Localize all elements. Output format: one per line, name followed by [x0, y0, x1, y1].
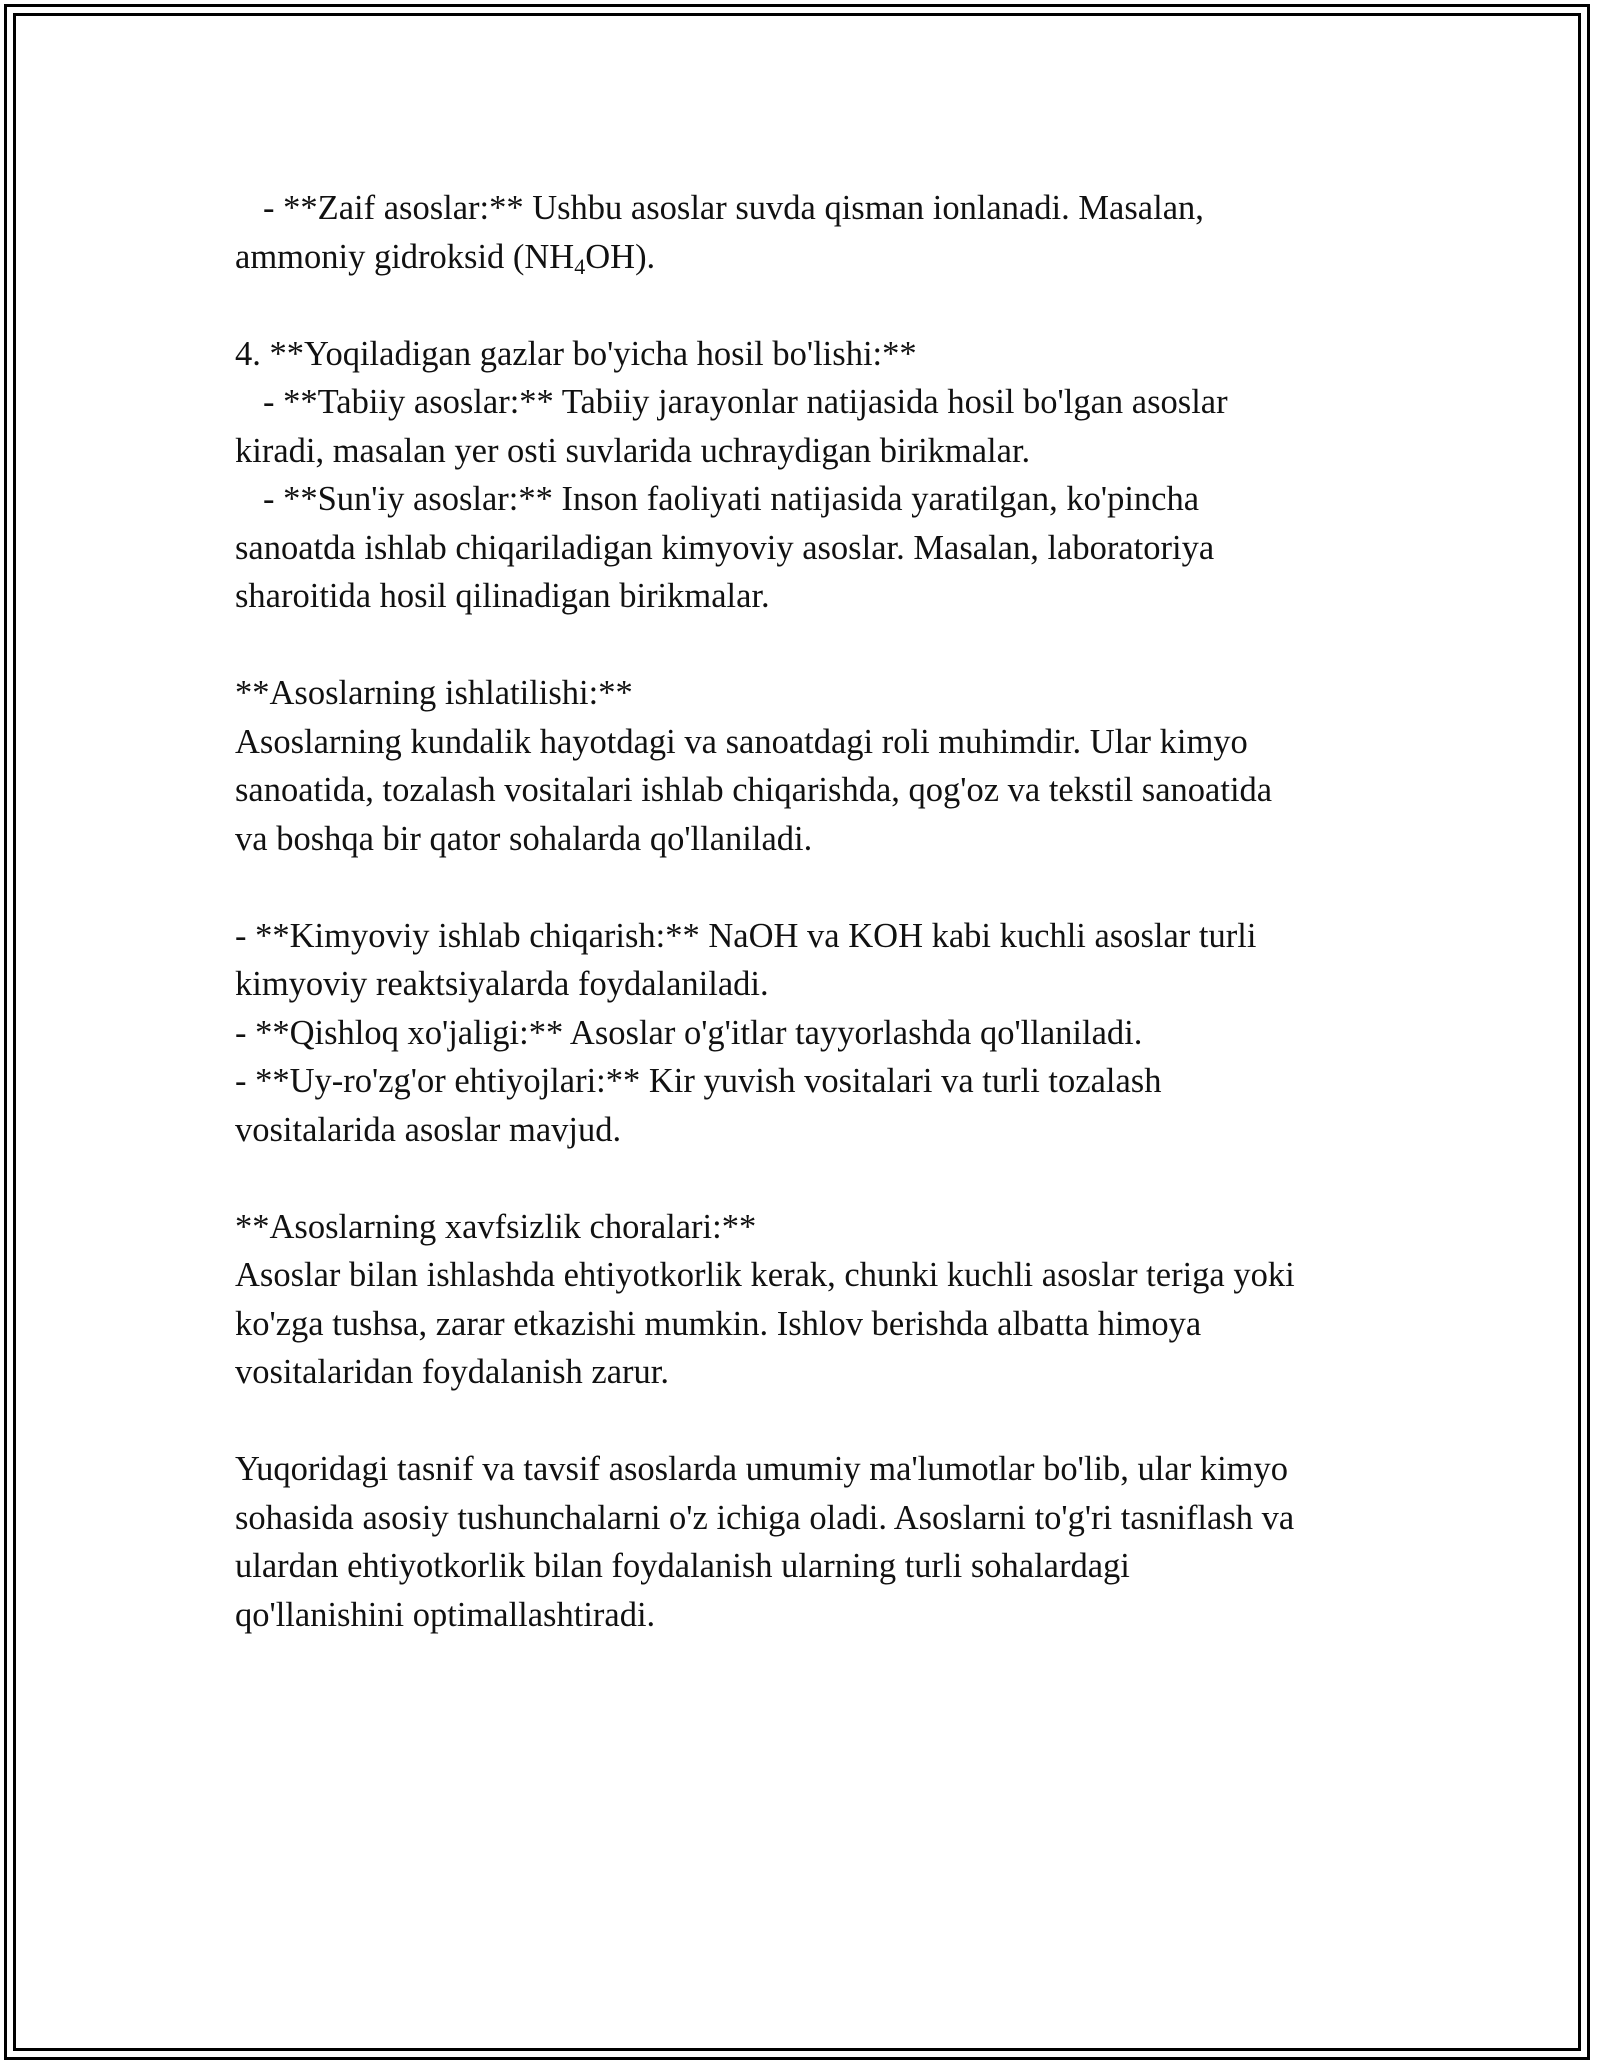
- list-item: - **Kimyoviy ishlab chiqarish:** NaOH va KOH kabi kuchli asoslar turli: [235, 916, 1257, 955]
- text-line: kiradi, masalan yer osti suvlarida uchraydigan birikmalar.: [235, 431, 1031, 470]
- text-segment: OH).: [585, 237, 656, 276]
- text-line: Asoslar bilan ishlashda ehtiyotkorlik kerak, chunki kuchli asoslar teriga yoki: [235, 1256, 1295, 1294]
- section-heading: **Asoslarning ishlatilishi:**: [235, 674, 633, 712]
- text-line: ulardan ehtiyotkorlik bilan foydalanish ularning turli sohalardagi: [235, 1547, 1130, 1585]
- paragraph-gap: [235, 1397, 1395, 1446]
- text-line: va boshqa bir qator sohalarda qo'llaniladi.: [235, 819, 813, 858]
- text-line: Asoslarning kundalik hayotdagi va sanoatdagi roli muhimdir. Ular kimyo: [235, 722, 1248, 761]
- section-heading: **Asoslarning xavfsizlik choralari:**: [235, 1207, 757, 1246]
- text-line: - **Tabiiy asoslar:** Tabiiy jarayonlar natijasida hosil bo'lgan asoslar: [263, 383, 1228, 421]
- paragraph-gap: [235, 281, 1395, 330]
- text-segment: ammoniy gidroksid (NH: [235, 237, 575, 276]
- text-line: sanoatda ishlab chiqariladigan kimyoviy asoslar. Masalan, laboratoriya: [235, 528, 1215, 567]
- text-line: Yuqoridagi tasnif va tavsif asoslarda umumiy ma'lumotlar bo'lib, ular kimyo: [235, 1450, 1288, 1488]
- paragraph-gap: [235, 863, 1395, 912]
- section-heading: 4. **Yoqiladigan gazlar bo'yicha hosil bo'lishi:**: [235, 334, 917, 373]
- text-line: vositalarida asoslar mavjud.: [235, 1110, 622, 1149]
- text-line: sanoatida, tozalash vositalari ishlab chiqarishda, qog'oz va tekstil sanoatida: [235, 771, 1273, 809]
- subscript: 4: [574, 253, 586, 279]
- text-line: kimyoviy reaktsiyalarda foydalaniladi.: [235, 965, 769, 1003]
- list-item: - **Uy-ro'zg'or ehtiyojlari:** Kir yuvish vositalari va turli tozalash: [235, 1062, 1162, 1100]
- text-line: ko'zga tushsa, zarar etkazishi mumkin. Ishlov berishda albatta himoya: [235, 1304, 1202, 1343]
- list-item: - **Qishloq xo'jaligi:** Asoslar o'g'itlar tayyorlashda qo'llaniladi.: [235, 1013, 1143, 1052]
- text-line: - **Sun'iy asoslar:** Inson faoliyati natijasida yaratilgan, ko'pincha: [263, 480, 1200, 518]
- text-line: - **Zaif asoslar:** Ushbu asoslar suvda qisman ionlanadi. Masalan,: [263, 189, 1204, 227]
- text-line: vositalaridan foydalanish zarur.: [235, 1353, 669, 1391]
- paragraph-gap: [235, 621, 1395, 670]
- text-line-with-formula: [235, 233, 1395, 282]
- paragraph-gap: [235, 1154, 1395, 1203]
- document-body: [235, 184, 1395, 1639]
- text-line: sohasida asosiy tushunchalarni o'z ichiga oladi. Asoslarni to'g'ri tasniflash va: [235, 1498, 1295, 1537]
- text-line: sharoitida hosil qilinadigan birikmalar.: [235, 577, 770, 615]
- text-line: qo'llanishini optimallashtiradi.: [235, 1595, 656, 1634]
